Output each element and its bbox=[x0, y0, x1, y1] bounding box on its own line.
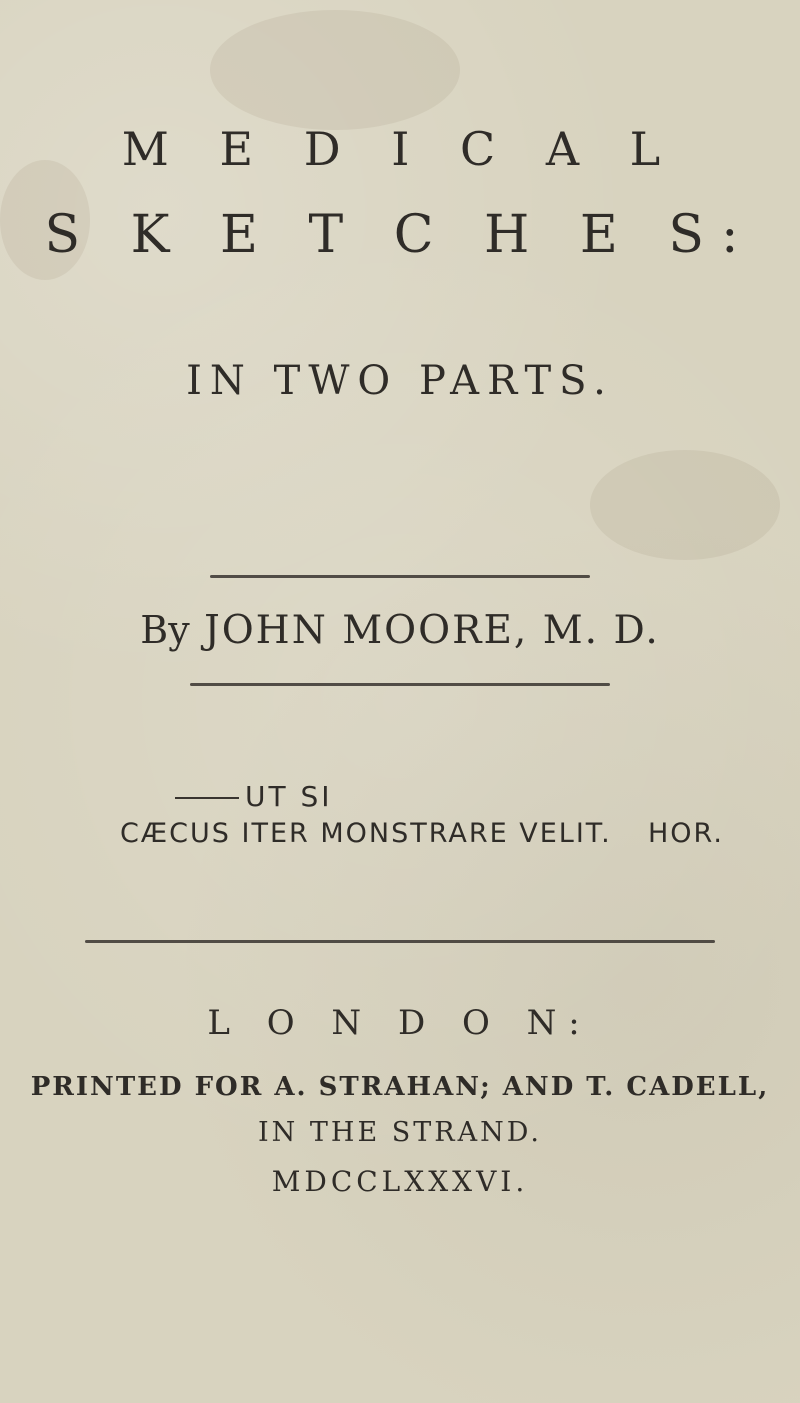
motto-author: HOR. bbox=[648, 818, 724, 849]
motto-line-1: UT SI bbox=[245, 780, 333, 813]
author-prefix: By bbox=[140, 608, 190, 652]
imprint-printed-for: PRINTED FOR A. STRAHAN; AND T. CADELL, bbox=[30, 1072, 770, 1102]
author-name: JOHN MOORE, M. D. bbox=[204, 608, 660, 653]
title-medical: M E D I C A L bbox=[121, 122, 679, 176]
imprint-location: IN THE STRAND. bbox=[258, 1117, 542, 1148]
title-subtitle: IN TWO PARTS. bbox=[186, 358, 614, 404]
motto-block bbox=[0, 780, 800, 850]
paper-stain bbox=[590, 450, 780, 560]
paper-stain bbox=[210, 10, 460, 130]
imprint-year: MDCCLXXXVI. bbox=[271, 1165, 529, 1198]
top-rule bbox=[210, 575, 590, 578]
motto-rule bbox=[85, 940, 715, 943]
motto-line-2: CÆCUS ITER MONSTRARE VELIT. bbox=[120, 818, 612, 849]
author-line bbox=[0, 608, 800, 653]
title-sketches: S K E T C H E S: bbox=[44, 205, 756, 265]
author-rule bbox=[190, 683, 610, 686]
imprint-place: L O N D O N: bbox=[207, 1003, 593, 1043]
